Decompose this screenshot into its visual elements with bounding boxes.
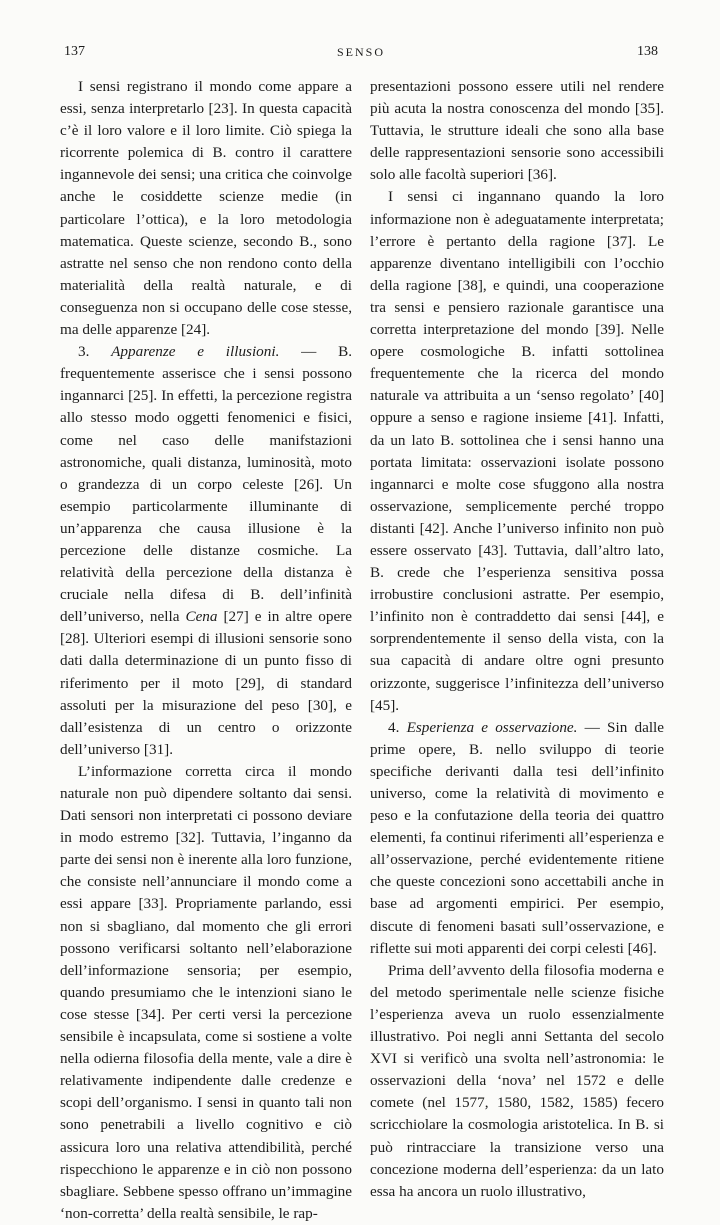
paragraph: I sensi ci ingannano quando la loro informazione non è adeguatamente interpretata; l’errore è pertanto della ragione [37]. Le apparenze diventano intelligibili con l’occhio della ragione [38], e quindi, una cooperazione tra sensi e pensiero razionale garantisce una corretta interpretazione del mondo [39]. Nelle opere cosmologiche B. infatti sottolinea frequentemente che la ricerca del mondo naturale va attribuita a un ‘senso regolato’ [40] oppure a senso e ragione insieme [41]. Infatti, da un lato B. sottolinea che i sensi hanno una portata limitata: osservazioni isolate possono ingannarci e molte cose sfuggono alla nostra osservazione, semplicemente perché troppo distanti [42]. Anche l’universo infinito non può essere osservato [43]. Tuttavia, dall’altro lato, B. crede che l’esperienza sensitiva possa irrobustire conclusioni astratte. Per esempio, l’infinito non è contraddetto dai sensi [44], e sorprendentemente il senso della vista, con la sua capacità di andare oltre ogni presunto orizzonte, suggerisce l’infinitezza dell’universo [45].	[370, 188, 664, 714]
section-number: 3.	[78, 343, 90, 361]
section-4-paragraph	[370, 717, 664, 960]
work-title-cena: Cena	[185, 608, 218, 626]
page-number-right: 138	[637, 44, 658, 59]
section-text: — B. frequentemente asserisce che i sensi possono ingannarci [25]. In effetti, la percezione registra allo stesso modo oggetti fenomenici e fisici, come nel caso delle manifstazioni astronomiche, quali distanza, luminosità, moto o grandezza di un corpo celeste [26]. Un esempio particolarmente illuminante di un’apparenza che causa illusione è la percezione delle distanze cosmiche. La relatività della percezione della distanza è cruciale nella difesa di B. dell’infinità dell’universo, nella	[60, 343, 353, 626]
section-3-paragraph	[60, 341, 352, 761]
section-text: — Sin dalle prime opere, B. nello sviluppo di teorie specifiche derivanti dalla tesi dell’infinito universo, come la relatività di movimento e peso e la confutazione della teoria dei quattro elementi, fa continui riferimenti all’esperienza e all’osservazione, perché evidentemente ritiene che queste concezioni sono accettabili anche in base ad argomenti empirici. Per esempio, discute di fenomeni basati sull’osservazione, e riflette sui moti apparenti dei corpi celesti [46].	[370, 718, 665, 957]
paragraph: I sensi registrano il mondo come appare a essi, senza interpretarlo [23]. In questa capacità c’è il loro valore e il loro limite. Ciò spiega la ricorrente polemica di B. contro il carattere ingannevole dei sensi; una critica che coinvolge anche le cosiddette scienze medie (in particolare l’ottica), e la loro metodologia matematica. Queste scienze, secondo B., sono astratte nel senso che non rendono conto della materialità della realtà naturale, e di conseguenza non si occupano delle cose stesse, ma delle apparenze [24].	[60, 78, 352, 339]
left-column	[60, 76, 352, 1225]
running-header	[64, 44, 658, 66]
section-heading: Apparenze e illusioni.	[111, 343, 280, 361]
running-title: SENSO	[336, 45, 385, 59]
section-number: 4.	[388, 718, 400, 736]
right-column	[370, 76, 664, 1203]
paragraph-continued: presentazioni possono essere utili nel rendere più acuta la nostra conoscenza del mondo [35]. Tuttavia, le strutture ideali che sono alla base delle rappresentazioni sensorie sono accessibili solo alle facoltà superiori [36].	[370, 78, 664, 184]
section-heading: Esperienza e osservazione.	[406, 718, 578, 736]
page-number-left: 137	[64, 44, 85, 59]
paragraph: Prima dell’avvento della filosofia moderna e del metodo sperimentale nelle scienze fisiche l’esperienza aveva un ruolo essenzialmente illustrativo. Poi negli anni Settanta del secolo XVI si verificò una svolta nell’astronomia: le osservazioni della ‘nova’ nel 1572 e delle comete (nel 1577, 1580, 1582, 1585) fecero scricchiolare la cosmologia aristotelica. In B. si può rintracciare la transizione verso una concezione moderna dell’esperienza: da un lato essa ha ancora un ruolo illustrativo,	[370, 961, 664, 1200]
section-text-continued: [27] e in altre opere [28]. Ulteriori esempi di illusioni sensorie sono dati dalla determinazione di un punto fisso di riferimento per il moto [29], di standard assoluti per la misurazione del peso [30], e dall’esistenza di un centro o orizzonte dell’universo [31].	[60, 608, 353, 758]
paragraph: L’informazione corretta circa il mondo naturale non può dipendere soltanto dai sensi. Dati sensori non interpretati ci possono deviare in modo estremo [32]. Tuttavia, l’inganno da parte dei sensi non è inerente alla loro funzione, che consiste nell’annunciare il mondo come a essi appare [33]. Propriamente parlando, essi non si sbagliano, dal momento che gli errori possono verificarsi soltanto nell’elaborazione dell’informazione sensoria; per esempio, quando presumiamo che le intenzioni siano le cose stesse [34]. Per certi versi la percezione sensibile è incapsulata, come si sostiene a volte nella odierna filosofia della mente, vale a dire è relativamente indipendente dalle credenze e scopi dell’organismo. I sensi in quanto tali non sono penetrabili a livello cognitivo e ciò assicura loro una relativa attendibilità, perché rispecchiono le apparenze e in ciò non possono sbagliare. Sebbene spesso offrano un’immagine ‘non-corretta’ della realtà sensibile, le rap-	[60, 762, 352, 1222]
